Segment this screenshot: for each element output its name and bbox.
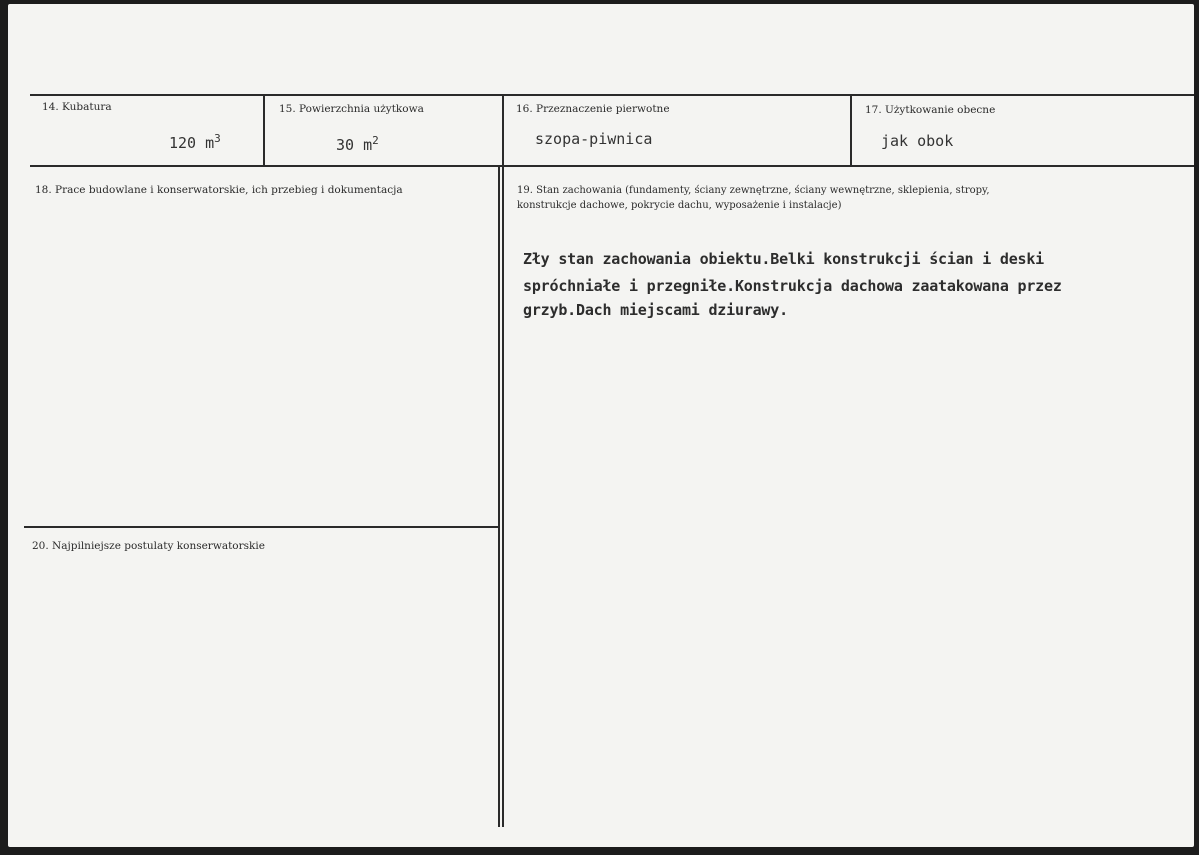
field-18-label: 18. Prace budowlane i konserwatorskie, ich przebieg i dokumentacja	[35, 184, 403, 196]
top-rule	[30, 94, 1194, 96]
condition-text-line2: spróchniałe i przegniłe.Konstrukcja dachowa zaatakowana przez	[523, 277, 1062, 295]
condition-text-line1: Zły stan zachowania obiektu.Belki konstrukcji ścian i deski	[523, 250, 1045, 268]
field-20-label: 20. Najpilniejsze postulaty konserwatorskie	[32, 540, 265, 552]
col-divider-14-15	[263, 95, 265, 166]
condition-text-line3: grzyb.Dach miejscami dziurawy.	[523, 301, 788, 319]
field-16-value: szopa-piwnica	[535, 130, 653, 148]
field-15-value	[336, 134, 379, 154]
field-19-label-line1: 19. Stan zachowania (fundamenty, ściany zewnętrzne, ściany wewnętrzne, sklepienia, stropy,	[517, 185, 990, 196]
field-19-label-line2: konstrukcje dachowe, pokrycie dachu, wyposażenie i instalacje)	[517, 200, 842, 211]
area-exponent: 2	[372, 134, 379, 147]
field-14-label: 14. Kubatura	[42, 101, 112, 113]
area-value: 30 m	[336, 136, 373, 154]
col-divider-16-17	[850, 95, 852, 166]
col-divider-18-19	[498, 166, 500, 827]
section-divider-18-20	[24, 526, 498, 528]
field-16-label: 16. Przeznaczenie pierwotne	[516, 103, 670, 115]
row-divider	[30, 165, 1194, 167]
cubature-value: 120 m	[169, 134, 215, 152]
field-17-value: jak obok	[881, 132, 954, 150]
field-14-value	[169, 132, 221, 152]
record-card	[8, 4, 1194, 847]
field-17-label: 17. Użytkowanie obecne	[865, 104, 996, 116]
col-divider-15-16	[502, 95, 504, 827]
field-15-label: 15. Powierzchnia użytkowa	[279, 103, 424, 115]
cubature-exponent: 3	[214, 132, 221, 145]
